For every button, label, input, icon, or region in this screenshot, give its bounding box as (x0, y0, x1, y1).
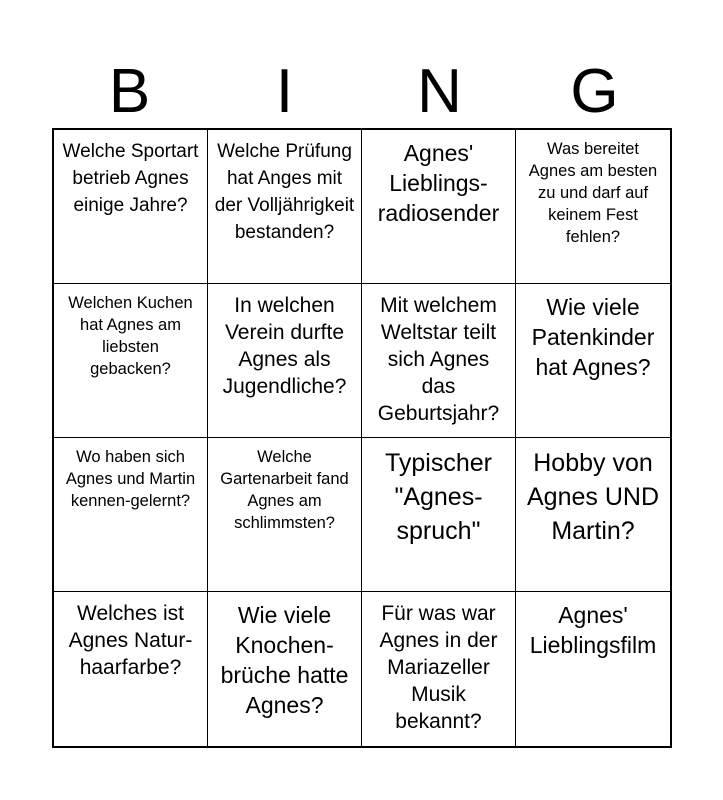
bingo-cell (516, 284, 670, 438)
bingo-cell-text: Wie viele Patenkinder hat Agnes? (531, 294, 655, 380)
bingo-cell-text: Welche Gartenarbeit fand Agnes am schlimmsten? (220, 448, 349, 532)
bingo-cell-text: Wie viele Knochen-brüche hatte Agnes? (220, 602, 349, 718)
bingo-cell (362, 130, 516, 284)
bingo-cell-text: Welches ist Agnes Natur-haarfarbe? (68, 602, 193, 679)
bingo-title (52, 56, 672, 128)
bingo-cell (54, 592, 208, 746)
bingo-cell (54, 130, 208, 284)
bingo-cell-text: Welche Sportart betrieb Agnes einige Jahre? (62, 141, 199, 216)
bingo-cell (362, 592, 516, 746)
bingo-cell-text: Für was war Agnes in der Mariazeller Musik bekannt? (379, 602, 498, 733)
bingo-cell (208, 284, 362, 438)
bingo-cell (516, 592, 670, 746)
bingo-cell-text: Agnes' Lieblingsfilm (529, 602, 657, 658)
title-letter-g: G (570, 57, 619, 126)
bingo-cell (516, 130, 670, 284)
title-letter-i: I (275, 57, 294, 126)
bingo-cell-text: Hobby von Agnes UND Martin? (527, 449, 659, 545)
bingo-cell-text: In welchen Verein durfte Agnes als Jugendliche? (222, 294, 347, 398)
bingo-cell-text: Welche Prüfung hat Anges mit der Volljährigkeit bestanden? (214, 141, 355, 243)
bingo-cell-text: Wo haben sich Agnes und Martin kennen-gelernt? (65, 448, 196, 510)
bingo-cell-text: Mit welchem Weltstar teilt sich Agnes das Geburtsjahr? (377, 294, 500, 425)
title-letter-b: B (108, 57, 151, 126)
bingo-card-grid (52, 128, 672, 748)
bingo-cell-text: Was bereitet Agnes am besten zu und darf auf keinem Fest fehlen? (528, 140, 658, 246)
bingo-cell (208, 592, 362, 746)
bingo-cell (54, 438, 208, 592)
bingo-cell (362, 284, 516, 438)
bingo-cell (208, 130, 362, 284)
bingo-cell-text: Typischer "Agnes-spruch" (385, 449, 492, 545)
bingo-cell (208, 438, 362, 592)
bingo-cell-text: Welchen Kuchen hat Agnes am liebsten gebacken? (68, 294, 193, 378)
bingo-cell (516, 438, 670, 592)
bingo-cell (362, 438, 516, 592)
bingo-cell-text: Agnes' Lieblings-radiosender (377, 140, 500, 226)
bingo-cell (54, 284, 208, 438)
title-letter-n: N (417, 57, 462, 126)
